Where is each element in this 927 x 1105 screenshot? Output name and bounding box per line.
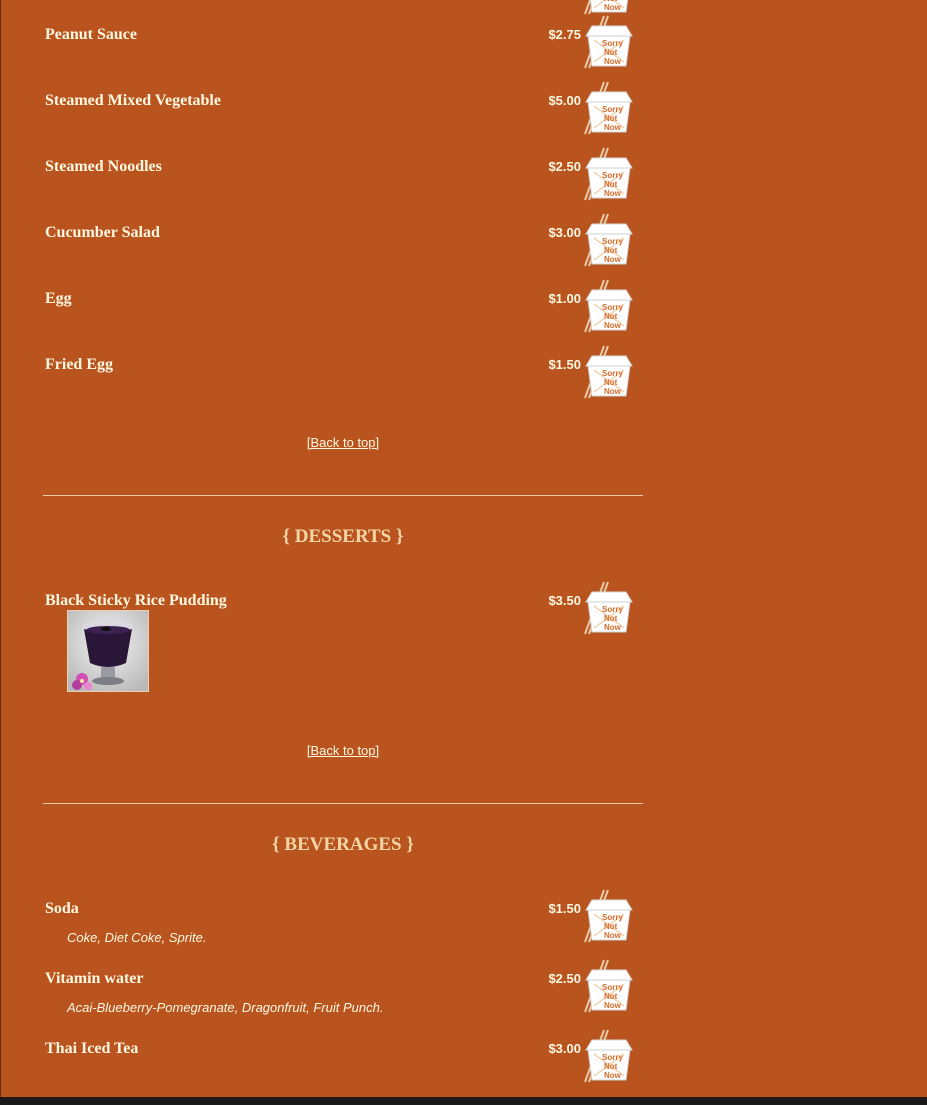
menu-item-name: Soda <box>45 900 79 917</box>
sorry-not-now-icon[interactable] <box>582 580 634 636</box>
back-to-top <box>43 435 643 450</box>
section-divider <box>43 495 643 496</box>
menu-item-price: $1.50 <box>548 357 581 372</box>
section-title-desserts: { DESSERTS } <box>282 526 404 547</box>
section-divider <box>43 803 643 804</box>
sorry-not-now-icon[interactable] <box>582 80 634 136</box>
menu-item-price: $1.00 <box>548 291 581 306</box>
sorry-not-now-icon[interactable] <box>582 958 634 1014</box>
dessert-photo[interactable] <box>67 610 149 692</box>
menu-column <box>43 0 643 1097</box>
menu-item-name: Cucumber Salad <box>45 224 160 241</box>
bottom-bar <box>0 1097 927 1105</box>
menu-item-price: $2.50 <box>548 971 581 986</box>
menu-item-name: Egg <box>45 290 72 307</box>
menu-item-name: Steamed Mixed Vegetable <box>45 92 221 109</box>
menu-item-name: Steamed Noodles <box>45 158 162 175</box>
section-title-beverages: { BEVERAGES } <box>272 834 414 855</box>
menu-item-description: Acai-Blueberry-Pomegranate, Dragonfruit, Fruit Punch. <box>67 1000 384 1015</box>
sorry-not-now-icon[interactable] <box>582 146 634 202</box>
pudding-image <box>68 611 148 691</box>
menu-item-price: $2.50 <box>548 159 581 174</box>
menu-item-name: Thai Iced Tea <box>45 1040 139 1057</box>
sorry-not-now-icon[interactable] <box>582 212 634 268</box>
menu-item-price: $2.75 <box>548 27 581 42</box>
menu-item-price: $3.00 <box>548 1041 581 1056</box>
menu-item-name: Fried Egg <box>45 356 113 373</box>
back-to-top-link[interactable]: [Back to top] <box>306 743 380 758</box>
menu-item-price: $3.50 <box>548 593 581 608</box>
sorry-not-now-icon[interactable] <box>582 278 634 334</box>
sorry-not-now-icon[interactable] <box>582 14 634 70</box>
sorry-not-now-icon[interactable] <box>582 888 634 944</box>
menu-item-name: Vitamin water <box>45 970 144 987</box>
menu-item-name: Black Sticky Rice Pudding <box>45 592 227 609</box>
sorry-not-now-icon[interactable] <box>582 344 634 400</box>
back-to-top-link[interactable]: [Back to top] <box>306 435 380 450</box>
menu-item-name: Peanut Sauce <box>45 26 137 43</box>
menu-item-price: $3.00 <box>548 225 581 240</box>
page-left-border <box>0 0 1 1097</box>
back-to-top <box>43 743 643 758</box>
sorry-not-now-icon[interactable] <box>582 1028 634 1084</box>
menu-item-price: $5.00 <box>548 93 581 108</box>
menu-item-price: $1.50 <box>548 901 581 916</box>
menu-item-description: Coke, Diet Coke, Sprite. <box>67 930 207 945</box>
